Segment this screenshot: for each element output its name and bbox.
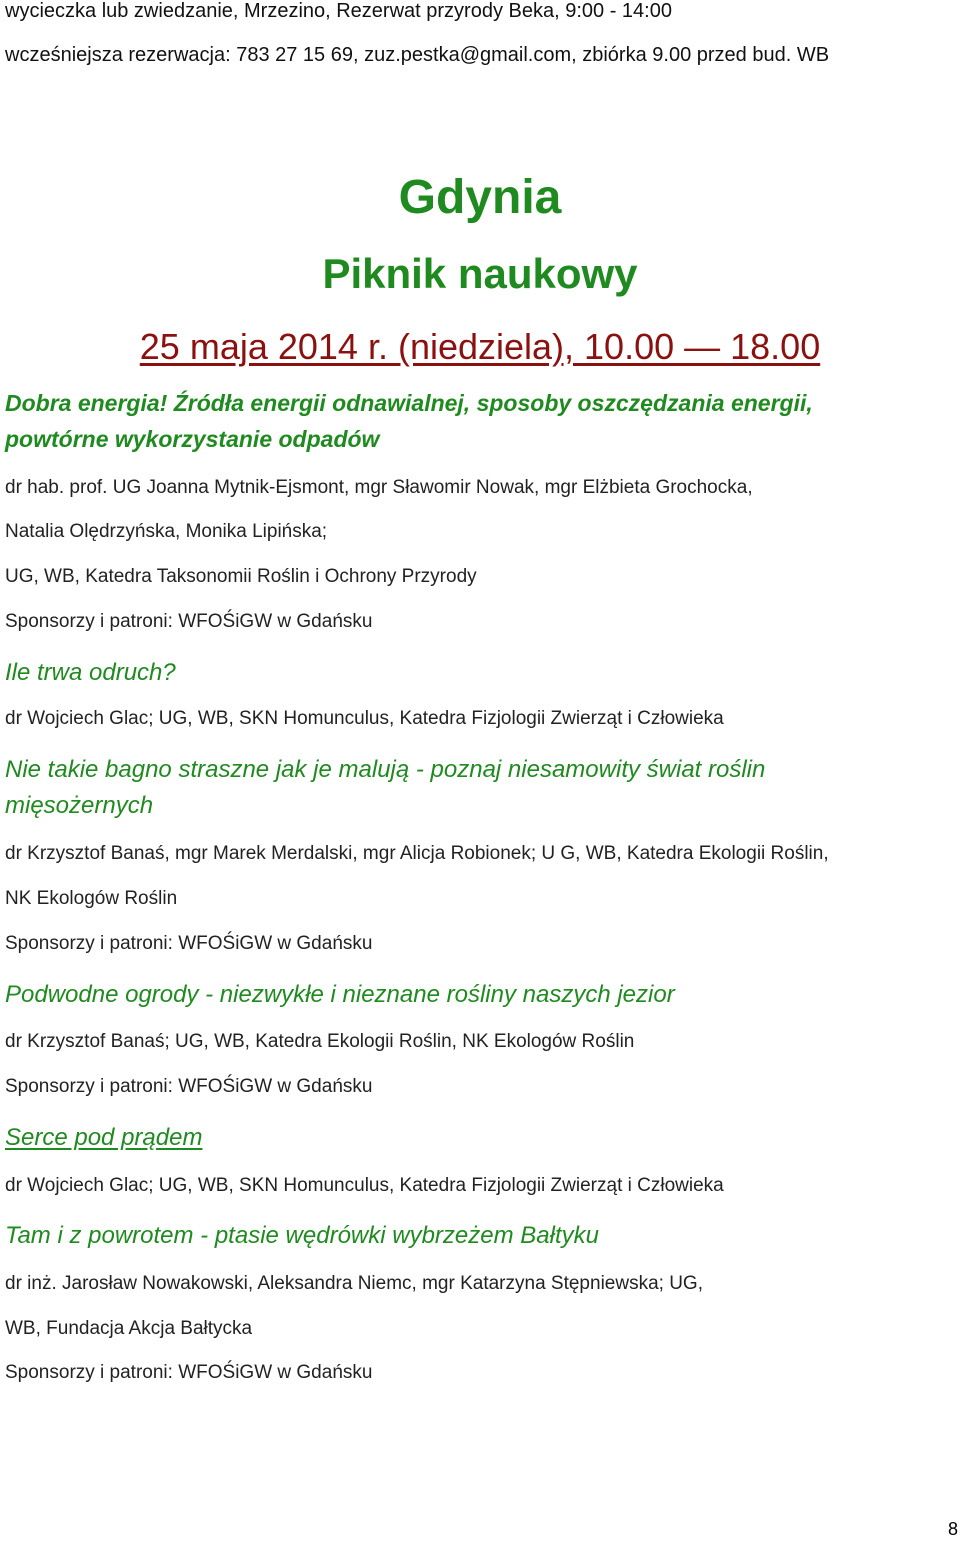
section-title: powtórne wykorzystanie odpadów xyxy=(5,426,380,452)
section-people: dr hab. prof. UG Joanna Mytnik-Ejsmont, mgr Sławomir Nowak, mgr Elżbieta Grochocka, xyxy=(5,477,753,498)
section-people: dr Krzysztof Banaś; UG, WB, Katedra Ekologii Roślin, NK Ekologów Roślin xyxy=(5,1031,635,1052)
section-people: dr Wojciech Glac; UG, WB, SKN Homunculus, Katedra Fizjologii Zwierząt i Człowieka xyxy=(5,708,724,729)
sponsor-line: Sponsorzy i patroni: WFOŚiGW w Gdańsku xyxy=(5,1076,373,1097)
page-number: 8 xyxy=(947,1519,958,1539)
section-title: mięsożernych xyxy=(5,792,154,819)
event-city: Gdynia xyxy=(398,171,562,224)
section-title: Ile trwa odruch? xyxy=(5,659,176,686)
section-people: WB, Fundacja Akcja Bałtycka xyxy=(5,1318,253,1339)
section-title: Podwodne ogrody - niezwykłe i nieznane rośliny naszych jezior xyxy=(5,981,675,1008)
section-people: dr Krzysztof Banaś, mgr Marek Merdalski, mgr Alicja Robionek; U G, WB, Katedra Ekologii Roślin, xyxy=(5,843,829,864)
section-people: Natalia Olędrzyńska, Monika Lipińska; xyxy=(5,521,328,542)
sponsor-line: Sponsorzy i patroni: WFOŚiGW w Gdańsku xyxy=(5,933,373,954)
section-title: Dobra energia! Źródła energii odnawialnej, sposoby oszczędzania energii, xyxy=(5,390,813,416)
event-name: Piknik naukowy xyxy=(322,250,638,297)
section-title: Nie takie bagno straszne jak je malują - poznaj niesamowity świat roślin xyxy=(5,756,766,783)
section-title: Tam i z powrotem - ptasie wędrówki wybrzeżem Bałtyku xyxy=(5,1222,599,1249)
header-line-1: wycieczka lub zwiedzanie, Mrzezino, Rezerwat przyrody Beka, 9:00 - 14:00 xyxy=(5,0,672,22)
header-line-2: wcześniejsza rezerwacja: 783 27 15 69, zuz.pestka@gmail.com, zbiórka 9.00 przed bud. WB xyxy=(5,44,830,66)
section-organization: UG, WB, Katedra Taksonomii Roślin i Ochrony Przyrody xyxy=(5,566,477,587)
sponsor-line: Sponsorzy i patroni: WFOŚiGW w Gdańsku xyxy=(5,1362,373,1383)
section-people: NK Ekologów Roślin xyxy=(5,888,178,909)
section-title: Serce pod prądem xyxy=(5,1124,203,1151)
section-people: dr Wojciech Glac; UG, WB, SKN Homunculus, Katedra Fizjologii Zwierząt i Człowieka xyxy=(5,1175,724,1196)
event-date: 25 maja 2014 r. (niedziela), 10.00 — 18.00 xyxy=(139,326,821,367)
section-people: dr inż. Jarosław Nowakowski, Aleksandra Niemc, mgr Katarzyna Stępniewska; UG, xyxy=(5,1273,703,1294)
sponsor-line: Sponsorzy i patroni: WFOŚiGW w Gdańsku xyxy=(5,611,373,632)
